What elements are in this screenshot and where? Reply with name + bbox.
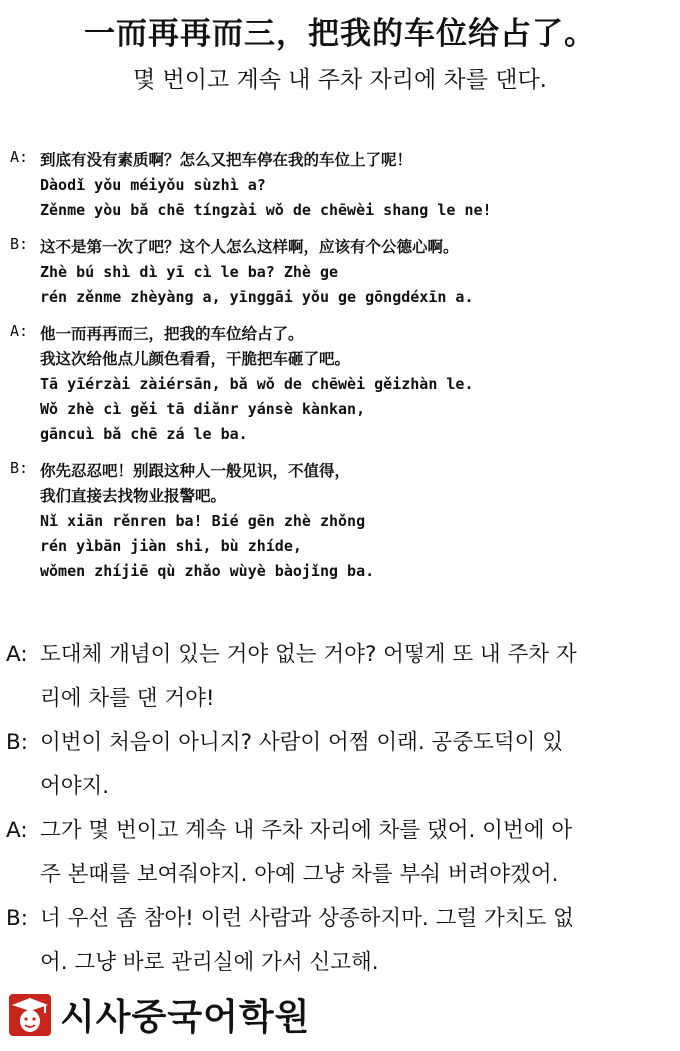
title-block (0, 12, 680, 98)
chinese-line: 到底有没有素质啊？怎么又把车停在我的车位上了呢！ (40, 151, 413, 169)
speaker-label: A: (6, 818, 28, 843)
speaker-label: B: (10, 459, 29, 477)
graduate-face-logo-icon (8, 991, 52, 1037)
chinese-line: 你先忍忍吧！别跟这种人一般见识，不值得， (40, 462, 351, 480)
dialogue-turn (10, 148, 670, 223)
pinyin-line: Zhè bú shì dì yī cì le ba? Zhè ge (40, 263, 339, 281)
speaker-label: A: (10, 322, 29, 340)
translation-line: 너 우선 좀 참아! 이런 사람과 상종하지마. 그럴 가치도 없 (40, 906, 574, 931)
chinese-line: 这不是第一次了吧？这个人怎么这样啊，应该有个公德心啊。 (40, 238, 459, 256)
translation-line: 리에 차를 댄 거야! (40, 686, 215, 711)
translation-turn (6, 809, 672, 897)
translation-turn (6, 721, 672, 809)
translation-line: 도대체 개념이 있는 거야 없는 거야? 어떻게 또 내 주차 자 (40, 642, 577, 667)
speaker-label: A: (6, 642, 28, 667)
dialogue-turn (10, 235, 670, 310)
chinese-line: 我这次给他点儿颜色看看，干脆把车砸了吧。 (40, 350, 351, 368)
dialogue-section (10, 148, 670, 596)
dialogue-turn (10, 459, 670, 584)
footer-brand (8, 988, 310, 1040)
translation-line: 어야지. (40, 774, 110, 799)
pinyin-line: Dàodǐ yǒu méiyǒu sùzhì a? (40, 176, 266, 194)
speaker-label: A: (10, 148, 29, 166)
speaker-label: B: (10, 235, 29, 253)
pinyin-line: Nǐ xiān rěnren ba! Bié gēn zhè zhǒng (40, 512, 366, 530)
title-korean: 몇 번이고 계속 내 주차 자리에 차를 댄다. (133, 67, 547, 93)
pinyin-line: gāncuì bǎ chē zá le ba. (40, 425, 248, 443)
brand-name: 시사중국어학원 (60, 996, 311, 1038)
korean-translation (6, 633, 672, 985)
speaker-label: B: (6, 730, 28, 755)
translation-turn (6, 897, 672, 985)
translation-turn (6, 633, 672, 721)
pinyin-line: rén yìbān jiàn shi, bù zhíde, (40, 537, 302, 555)
pinyin-line: wǒmen zhíjiē qù zhǎo wùyè bàojǐng ba. (40, 562, 375, 580)
chinese-line: 我们直接去找物业报警吧。 (40, 487, 227, 505)
dialogue-turn (10, 322, 670, 447)
pinyin-line: Wǒ zhè cì gěi tā diǎnr yánsè kànkan, (40, 400, 366, 418)
translation-line: 그가 몇 번이고 계속 내 주차 자리에 차를 댔어. 이번에 아 (40, 818, 573, 843)
pinyin-line: Zěnme yòu bǎ chē tíngzài wǒ de chēwèi shang le ne! (40, 201, 492, 219)
pinyin-line: rén zěnme zhèyàng a, yīnggāi yǒu ge gōngdéxīn a. (40, 288, 474, 306)
chinese-line: 他一而再再而三，把我的车位给占了。 (40, 325, 304, 343)
title-chinese: 一而再再而三，把我的车位给占了。 (84, 16, 596, 52)
translation-line: 주 본때를 보여줘야지. 아예 그냥 차를 부숴 버려야겠어. (40, 862, 559, 887)
speaker-label: B: (6, 906, 28, 931)
pinyin-line: Tā yīérzài zàiérsān, bǎ wǒ de chēwèi gěizhàn le. (40, 375, 474, 393)
translation-line: 어. 그냥 바로 관리실에 가서 신고해. (40, 950, 379, 975)
translation-line: 이번이 처음이 아니지? 사람이 어쩜 이래. 공중도덕이 있 (40, 730, 564, 755)
